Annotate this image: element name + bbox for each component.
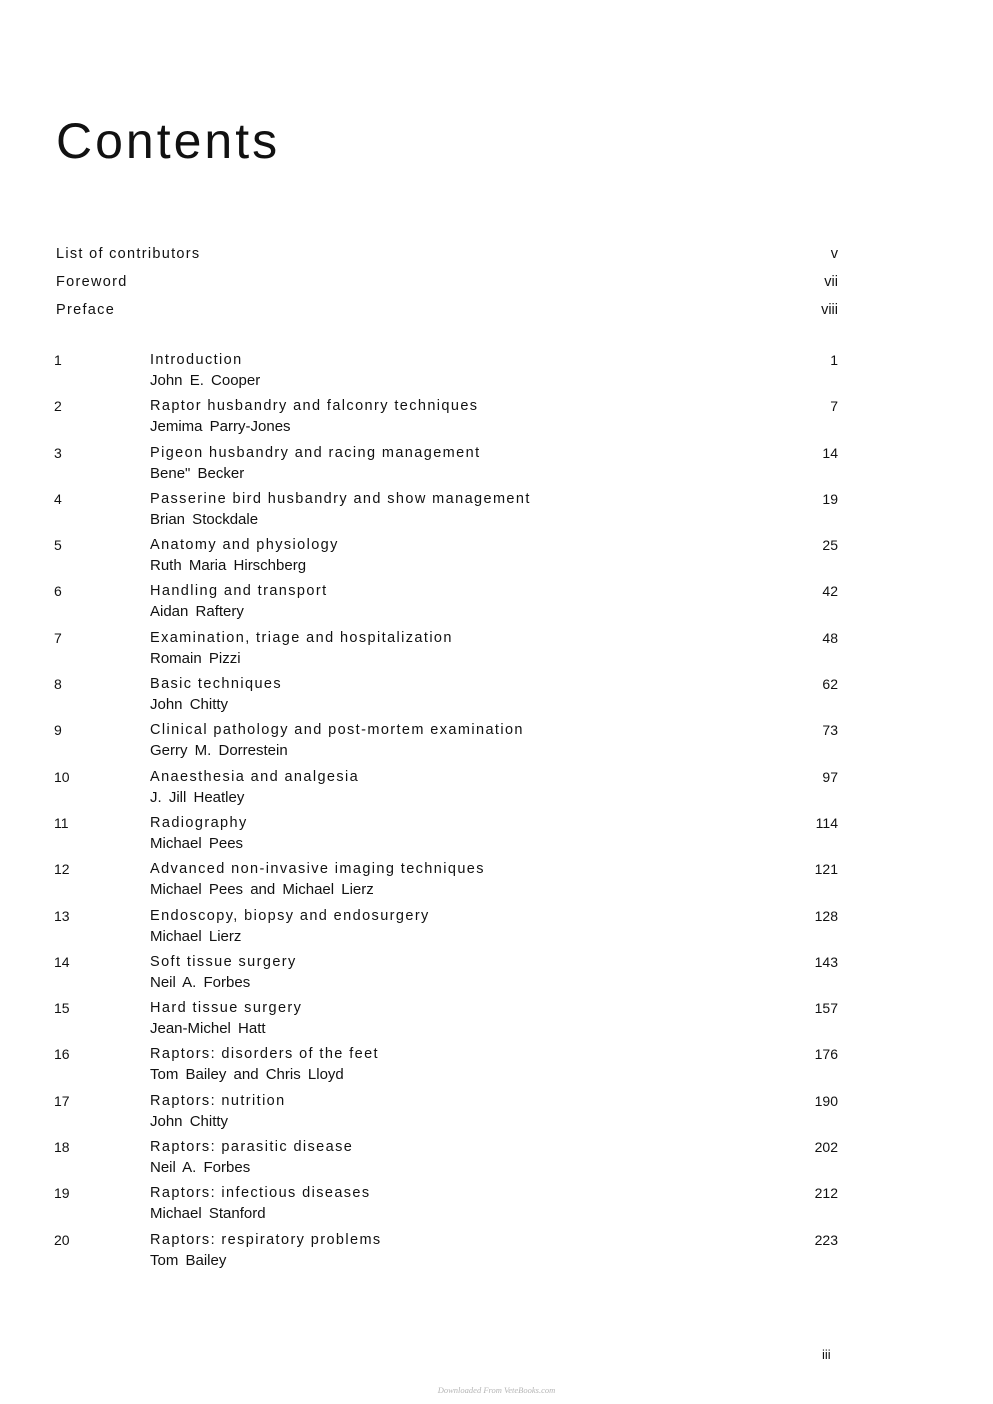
chapter-page: 25 — [822, 537, 838, 554]
chapter-number: 19 — [54, 1185, 70, 1202]
chapter-title: Raptors: nutrition — [150, 1092, 286, 1109]
chapter-page: 19 — [822, 490, 838, 507]
chapter-author: Tom Bailey — [150, 1251, 227, 1269]
chapter-title: Hard tissue surgery — [150, 1000, 303, 1017]
chapter-entry — [54, 1185, 838, 1231]
chapter-title: Pigeon husbandry and racing management — [150, 444, 481, 461]
chapter-page: 14 — [822, 444, 838, 461]
chapter-page: 212 — [814, 1185, 838, 1202]
chapter-entry — [54, 491, 838, 537]
front-matter-item — [56, 268, 838, 296]
chapter-entry — [54, 676, 838, 722]
front-matter-label: Foreword — [56, 274, 128, 290]
chapter-title: Raptors: infectious diseases — [150, 1185, 371, 1202]
chapter-page: 202 — [814, 1139, 838, 1156]
chapter-entry — [54, 630, 838, 676]
chapter-entry — [54, 352, 838, 398]
chapter-page: 114 — [815, 814, 838, 831]
page-title: Contents — [56, 113, 281, 169]
chapter-number: 10 — [54, 768, 70, 785]
chapter-title: Introduction — [150, 352, 243, 368]
chapter-author: Ruth Maria Hirschberg — [150, 557, 307, 575]
chapter-number: 9 — [54, 722, 62, 739]
chapter-number: 14 — [54, 953, 70, 970]
chapter-title: Clinical pathology and post-mortem examination — [150, 722, 524, 739]
chapter-page: 190 — [814, 1092, 838, 1109]
chapter-page: 48 — [822, 629, 838, 646]
chapter-title: Raptors: parasitic disease — [150, 1139, 354, 1156]
chapter-page: 157 — [814, 1000, 838, 1017]
chapter-number: 20 — [54, 1231, 70, 1248]
chapter-number: 7 — [54, 629, 62, 646]
chapter-title: Radiography — [150, 814, 248, 831]
front-matter-list — [56, 240, 838, 324]
chapter-author: John E. Cooper — [150, 372, 261, 389]
chapter-number: 4 — [54, 490, 62, 507]
chapter-author: Michael Pees — [150, 834, 244, 852]
chapter-author: Tom Bailey and Chris Lloyd — [150, 1066, 344, 1084]
chapter-entry — [54, 954, 838, 1000]
chapter-author: Brian Stockdale — [150, 510, 259, 528]
chapter-page: 128 — [814, 907, 838, 924]
chapter-number: 5 — [54, 537, 62, 554]
watermark: Downloaded From VeteBooks.com — [437, 1385, 556, 1395]
chapter-title: Soft tissue surgery — [150, 953, 297, 970]
chapter-page: 7 — [830, 398, 838, 415]
chapter-title: Anaesthesia and analgesia — [150, 768, 360, 785]
front-matter-label: List of contributors — [56, 246, 201, 262]
chapter-author: Aidan Raftery — [150, 603, 244, 621]
chapter-page: 73 — [822, 722, 838, 739]
chapter-number: 18 — [54, 1139, 70, 1156]
chapter-entry — [54, 908, 838, 954]
chapter-number: 11 — [54, 814, 69, 831]
chapter-entry — [54, 445, 838, 491]
chapter-page: 1 — [830, 352, 838, 368]
chapter-title: Basic techniques — [150, 676, 283, 693]
chapter-number: 8 — [54, 676, 62, 693]
front-matter-label: Preface — [56, 302, 116, 318]
chapter-title: Examination, triage and hospitalization — [150, 629, 453, 646]
chapter-number: 1 — [54, 352, 62, 368]
chapter-author: Neil A. Forbes — [150, 973, 251, 991]
chapter-entry — [54, 1232, 838, 1278]
chapter-author: Michael Pees and Michael Lierz — [150, 881, 374, 899]
chapter-author: Michael Stanford — [150, 1205, 266, 1223]
chapter-number: 13 — [54, 907, 70, 924]
front-matter-item — [56, 240, 838, 268]
chapter-entry — [54, 769, 838, 815]
chapter-number: 15 — [54, 1000, 70, 1017]
chapter-entry — [54, 1139, 838, 1185]
chapter-entry — [54, 537, 838, 583]
chapter-page: 97 — [822, 768, 838, 785]
chapter-page: 176 — [814, 1046, 838, 1063]
chapter-number: 17 — [54, 1092, 70, 1109]
front-matter-page: viii — [821, 302, 838, 318]
chapter-entry — [54, 398, 838, 444]
chapter-list — [54, 352, 838, 1278]
chapter-entry — [54, 1093, 838, 1139]
chapter-number: 12 — [54, 861, 70, 878]
chapter-entry — [54, 861, 838, 907]
chapter-author: Jean-Michel Hatt — [150, 1020, 266, 1038]
chapter-author: Neil A. Forbes — [150, 1159, 251, 1177]
chapter-author: Gerry M. Dorrestein — [150, 742, 288, 760]
chapter-title: Advanced non-invasive imaging techniques — [150, 861, 485, 878]
chapter-title: Endoscopy, biopsy and endosurgery — [150, 907, 430, 924]
chapter-number: 16 — [54, 1046, 70, 1063]
chapter-title: Raptors: disorders of the feet — [150, 1046, 379, 1063]
chapter-entry — [54, 583, 838, 629]
chapter-number: 2 — [54, 398, 62, 415]
page-number: iii — [822, 1347, 831, 1362]
chapter-page: 42 — [822, 583, 838, 600]
chapter-title: Raptor husbandry and falconry techniques — [150, 398, 479, 415]
chapter-title: Handling and transport — [150, 583, 328, 600]
chapter-entry — [54, 1046, 838, 1092]
front-matter-item — [56, 296, 838, 324]
chapter-page: 62 — [822, 676, 838, 693]
chapter-author: J. Jill Heatley — [150, 788, 245, 806]
chapter-title: Anatomy and physiology — [150, 537, 339, 554]
chapter-author: John Chitty — [150, 1112, 229, 1130]
chapter-number: 3 — [54, 444, 62, 461]
chapter-author: Romain Pizzi — [150, 649, 241, 667]
chapter-page: 143 — [814, 953, 838, 970]
chapter-author: Bene" Becker — [150, 464, 245, 482]
chapter-author: John Chitty — [150, 696, 229, 714]
chapter-title: Passerine bird husbandry and show management — [150, 490, 531, 507]
chapter-entry — [54, 1000, 838, 1046]
chapter-title: Raptors: respiratory problems — [150, 1231, 382, 1248]
chapter-page: 121 — [814, 861, 838, 878]
chapter-author: Michael Lierz — [150, 927, 242, 945]
chapter-entry — [54, 815, 838, 861]
front-matter-page: vii — [824, 274, 838, 290]
chapter-number: 6 — [54, 583, 62, 600]
chapter-author: Jemima Parry-Jones — [150, 418, 291, 436]
chapter-page: 223 — [814, 1231, 838, 1248]
front-matter-page: v — [830, 246, 838, 262]
chapter-entry — [54, 722, 838, 768]
